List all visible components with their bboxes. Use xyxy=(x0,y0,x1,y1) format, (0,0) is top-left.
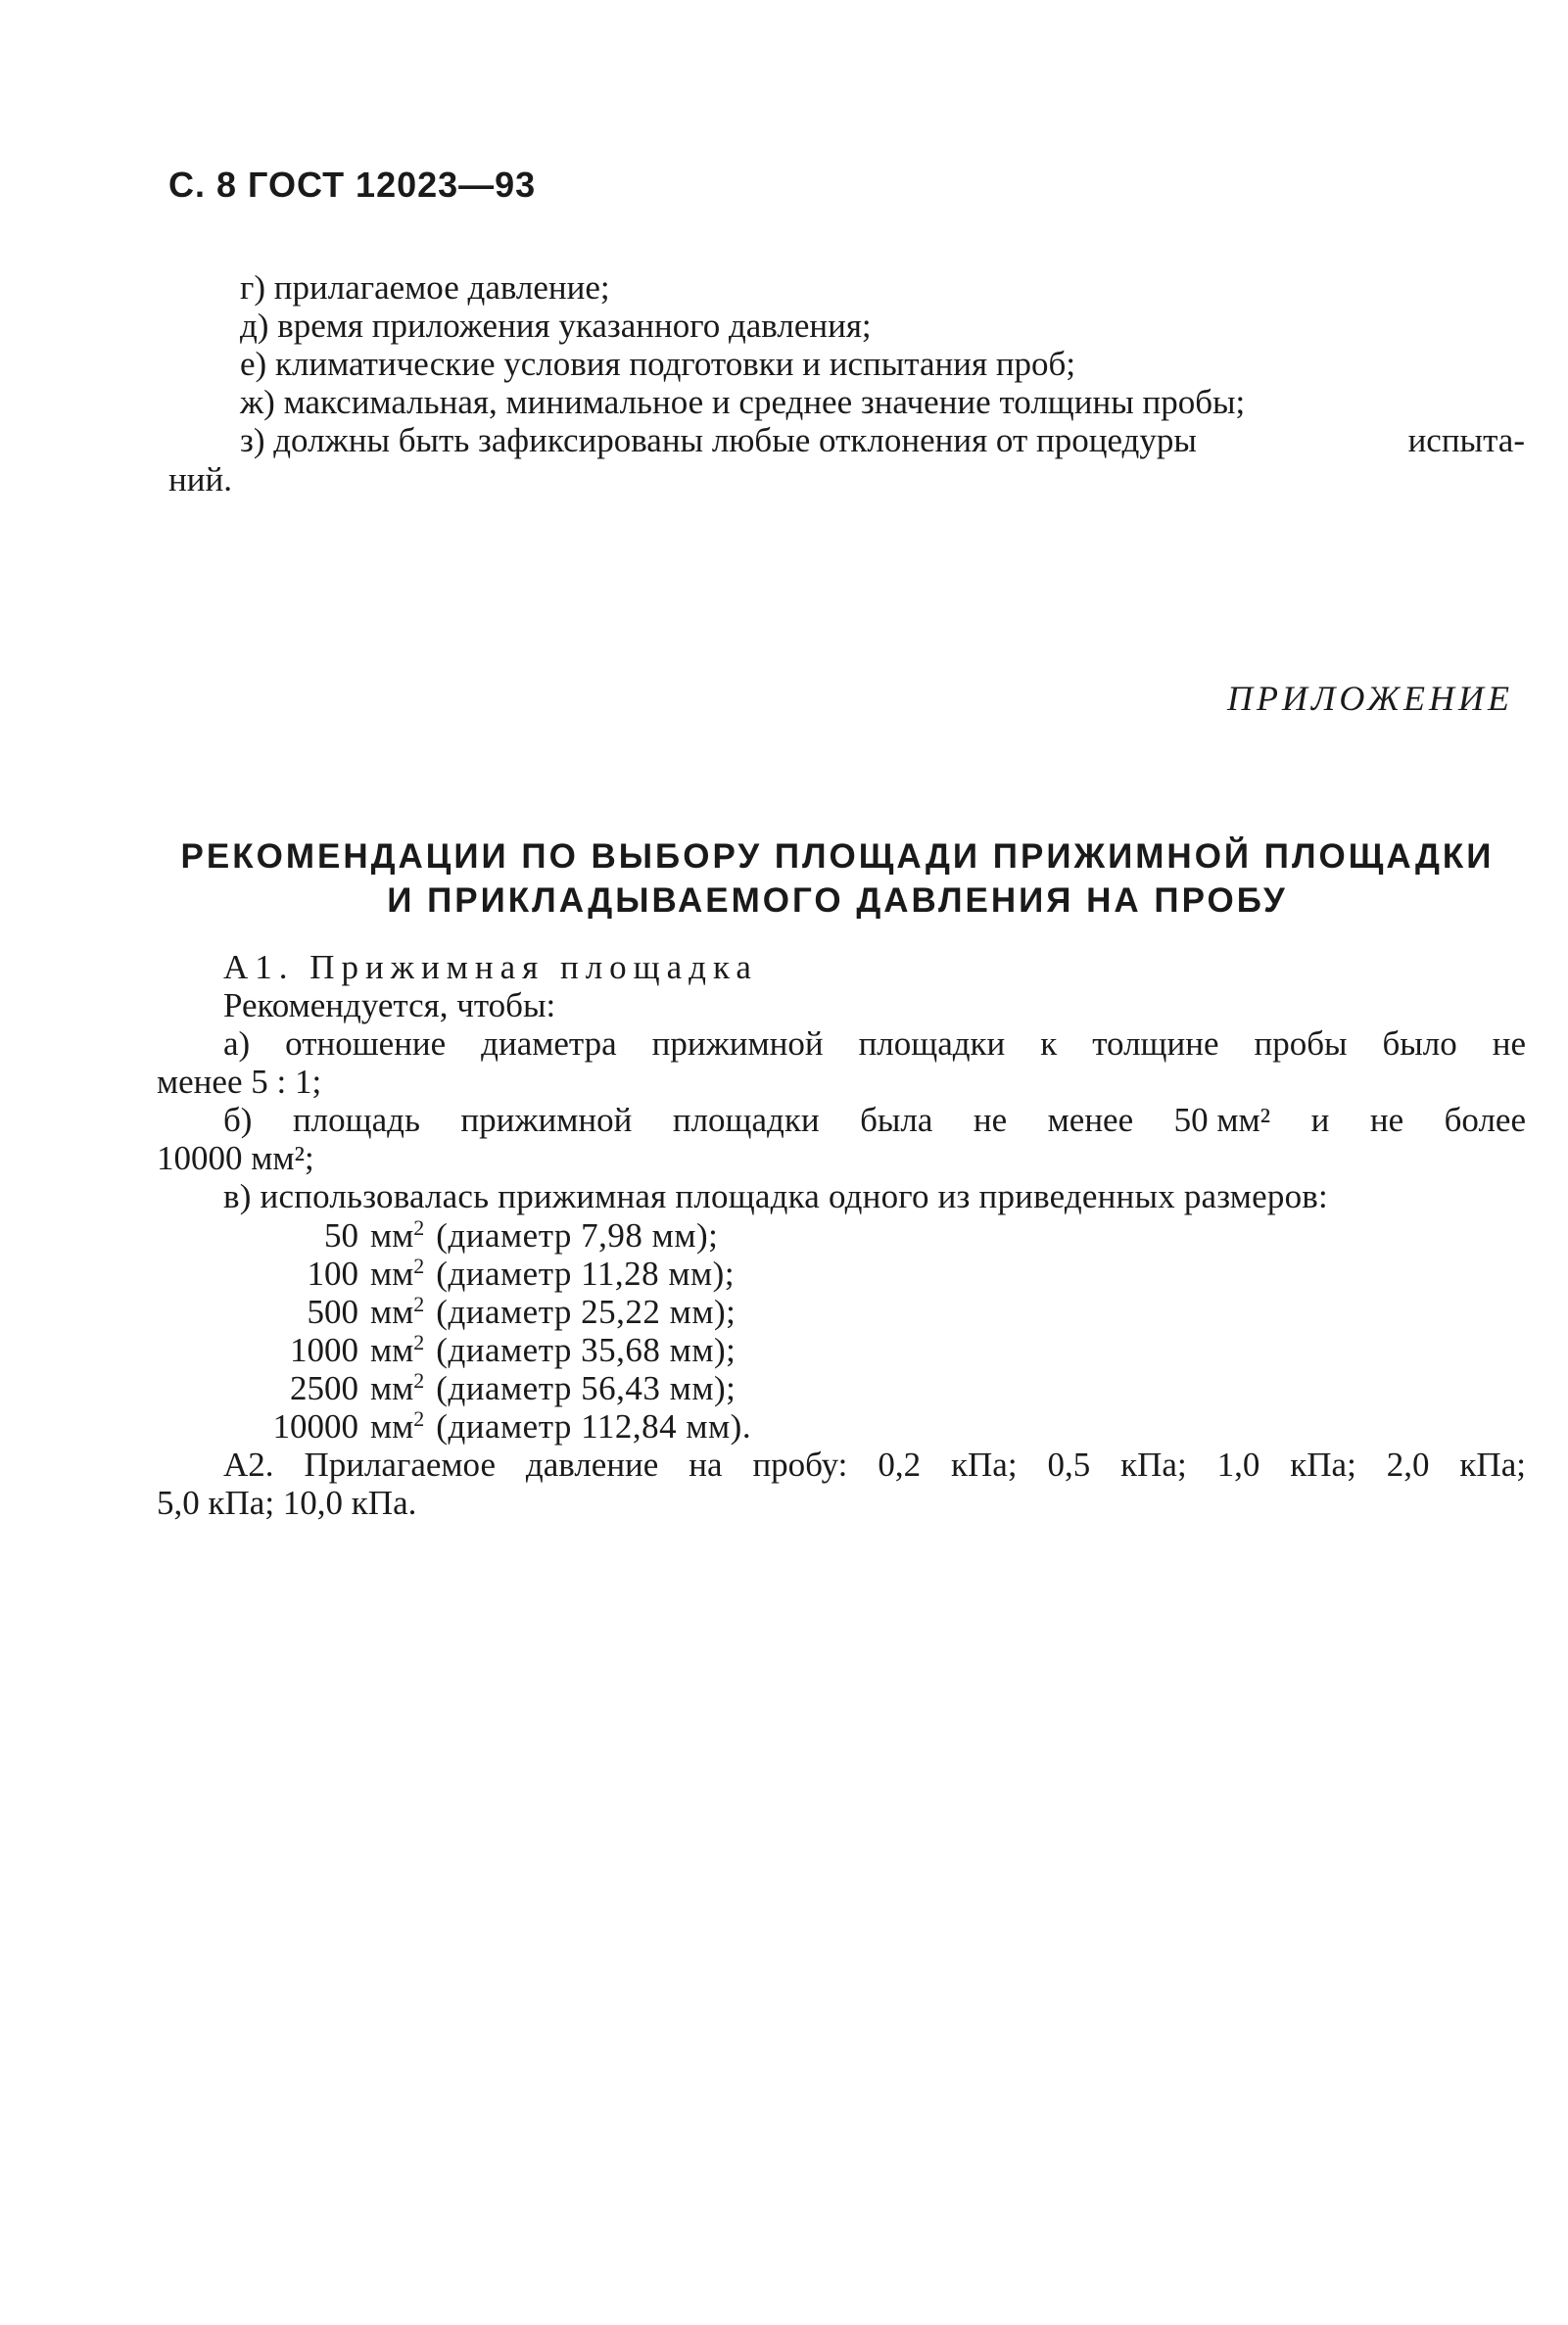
b-line-word: более xyxy=(1444,1101,1526,1139)
size-diameter: (диаметр 11,28 мм); xyxy=(436,1255,736,1293)
a-line-word: было xyxy=(1382,1024,1457,1063)
a-line-word: прижимной xyxy=(651,1024,824,1063)
item-a-line1 xyxy=(223,1024,1526,1064)
item-b-line2: 10000 мм²; xyxy=(157,1139,314,1177)
size-diameter: (диаметр 7,98 мм); xyxy=(436,1216,719,1255)
a-line-word: а) xyxy=(223,1024,251,1063)
appendix-title-line1: РЕКОМЕНДАЦИИ ПО ВЫБОРУ ПЛОЩАДИ ПРИЖИМНОЙ ПЛОЩАДКИ xyxy=(180,837,1495,876)
size-row xyxy=(212,1255,735,1294)
b-line-word: б) xyxy=(223,1101,253,1139)
size-area-unit: $мм^2$ xyxy=(370,1292,425,1331)
b-line-word: прижимной xyxy=(460,1101,633,1139)
size-area-unit: $мм^2$ xyxy=(370,1368,425,1407)
size-row xyxy=(212,1293,736,1332)
a-line-word: толщине xyxy=(1092,1024,1219,1063)
a2-line-word: 0,5 xyxy=(1047,1446,1091,1484)
a2-line-word: кПа; xyxy=(1120,1446,1187,1484)
b-line-word: и xyxy=(1310,1101,1330,1139)
b-line-word: менее xyxy=(1047,1101,1134,1139)
a2-line-word: на xyxy=(689,1446,723,1484)
a-line-word: к xyxy=(1040,1024,1058,1063)
size-area-value: 100 xyxy=(307,1255,358,1293)
b-line-word: не xyxy=(1369,1101,1404,1139)
size-row xyxy=(212,1369,736,1408)
size-area-value: 2500 xyxy=(290,1369,358,1407)
b-line-word: не xyxy=(973,1101,1008,1139)
b-line-word: площадки xyxy=(672,1101,820,1139)
item-b-line1 xyxy=(223,1101,1526,1140)
size-area-unit: $мм^2$ xyxy=(370,1254,425,1293)
a-line-word: отношение xyxy=(285,1024,447,1063)
size-area-value: 1000 xyxy=(290,1331,358,1369)
size-diameter: (диаметр 56,43 мм); xyxy=(436,1369,736,1407)
size-row xyxy=(212,1407,751,1447)
size-area-unit: $мм^2$ xyxy=(370,1215,425,1255)
b-line-word: была xyxy=(860,1101,933,1139)
a-line-word: не xyxy=(1492,1024,1526,1063)
a2-line-word: 2,0 xyxy=(1386,1446,1430,1484)
appendix-title-line2: И ПРИКЛАДЫВАЕМОГО ДАВЛЕНИЯ НА ПРОБУ xyxy=(387,881,1288,920)
list-item-z-hyphenated: испыта- xyxy=(1407,421,1525,459)
list-item-g: г) прилагаемое давление; xyxy=(240,268,610,307)
a2-line-word: 1,0 xyxy=(1216,1446,1260,1484)
size-area-value: 500 xyxy=(307,1293,358,1331)
section-a1-intro: Рекомендуется, чтобы: xyxy=(223,986,556,1024)
list-item-z-text: з) должны быть зафиксированы любые отклонения от процедуры xyxy=(240,421,1197,459)
size-unit-text: мм xyxy=(370,1216,414,1255)
size-unit-text: мм xyxy=(370,1293,414,1331)
page-header: С. 8 ГОСТ 12023—93 xyxy=(168,165,537,205)
a2-line-word: Прилагаемое xyxy=(304,1446,496,1484)
a2-line-word: кПа; xyxy=(1290,1446,1356,1484)
size-diameter: (диаметр 112,84 мм). xyxy=(436,1407,752,1446)
item-v-line: в) использовалась прижимная площадка одного из приведенных размеров: xyxy=(223,1177,1328,1215)
size-area-value: 10000 xyxy=(272,1407,358,1446)
section-a2-line2: 5,0 кПа; 10,0 кПа. xyxy=(157,1484,417,1522)
list-item-z-continuation: ний. xyxy=(168,460,232,498)
size-diameter: (диаметр 25,22 мм); xyxy=(436,1293,736,1331)
size-diameter: (диаметр 35,68 мм); xyxy=(436,1331,736,1369)
a2-line-word: 0,2 xyxy=(878,1446,922,1484)
a-line-word: площадки xyxy=(858,1024,1006,1063)
list-item-d: д) время приложения указанного давления; xyxy=(240,307,872,345)
a2-line-word: А2. xyxy=(223,1446,274,1484)
b-line-word: площадь xyxy=(292,1101,420,1139)
item-a-line2: менее 5 : 1; xyxy=(157,1063,322,1101)
a2-line-word: давление xyxy=(525,1446,659,1484)
size-unit-text: мм xyxy=(370,1407,414,1446)
a-line-word: пробы xyxy=(1254,1024,1348,1063)
size-unit-text: мм xyxy=(370,1369,414,1407)
size-area-unit: $мм^2$ xyxy=(370,1406,425,1446)
size-unit-text: мм xyxy=(370,1255,414,1293)
size-area-unit: $мм^2$ xyxy=(370,1330,425,1369)
a2-line-word: кПа; xyxy=(1459,1446,1526,1484)
size-unit-text: мм xyxy=(370,1331,414,1369)
a2-line-word: пробу: xyxy=(752,1446,848,1484)
size-area-value: 50 xyxy=(324,1216,358,1255)
appendix-label: ПРИЛОЖЕНИЕ xyxy=(1227,679,1513,718)
section-a1-heading: А1. Прижимная площадка xyxy=(223,948,758,986)
a2-line-word: кПа; xyxy=(951,1446,1018,1484)
list-item-zh: ж) максимальная, минимальное и среднее значение толщины пробы; xyxy=(240,383,1246,421)
size-row xyxy=(212,1216,718,1256)
list-item-e: е) климатические условия подготовки и испытания проб; xyxy=(240,345,1076,383)
section-a2-line1 xyxy=(223,1446,1526,1485)
list-item-z xyxy=(240,421,1525,460)
a-line-word: диаметра xyxy=(481,1024,617,1063)
b-line-word: 50 мм² xyxy=(1173,1101,1271,1139)
size-row xyxy=(212,1331,736,1370)
